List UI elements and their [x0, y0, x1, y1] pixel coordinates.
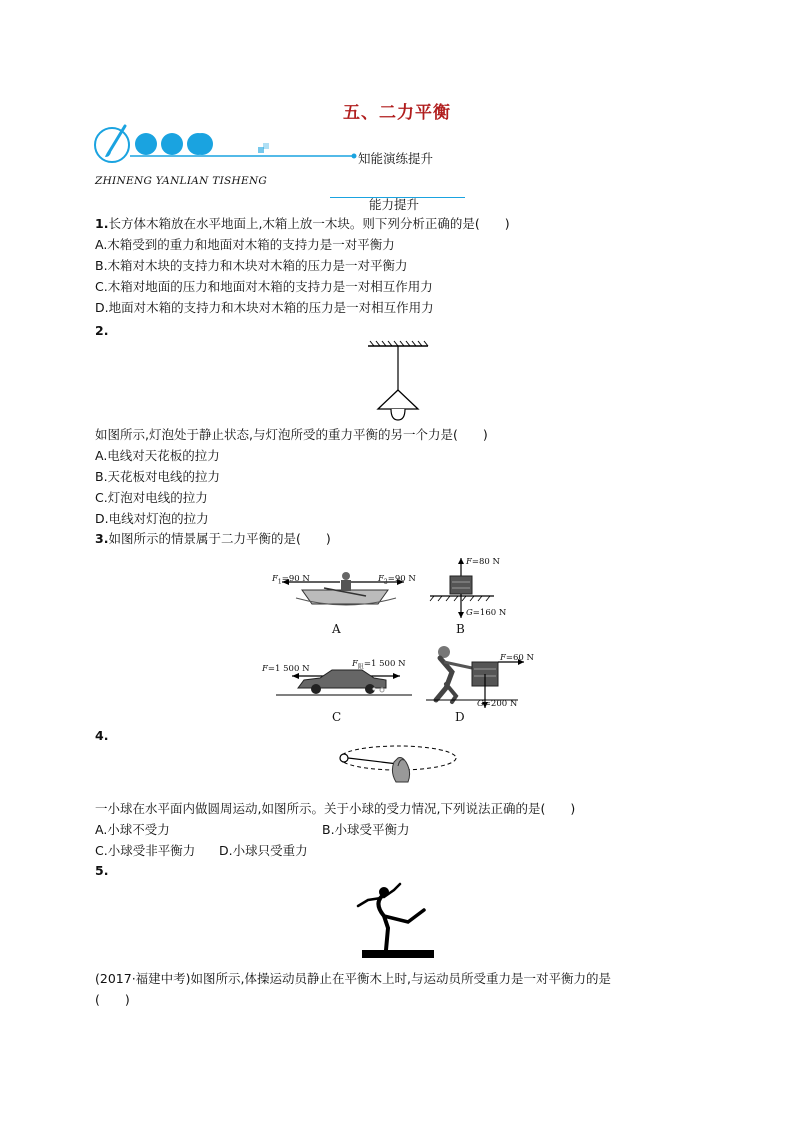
force-label: $F_阻=1$ 500 N [352, 659, 406, 671]
lamp-figure [366, 340, 430, 428]
figure-label-d: D [455, 710, 465, 724]
question-stem: 如图所示,灯泡处于静止状态,与灯泡所受的重力平衡的另一个力是( ) [95, 427, 488, 442]
option-a: A.电线对天花板的拉力 [95, 448, 220, 463]
figure-label-a: A [332, 622, 341, 636]
option-c: C.小球受非平衡力 [95, 843, 196, 858]
question-stem: 长方体木箱放在水平地面上,木箱上放一木块。则下列分析正确的是( ) [108, 216, 510, 231]
section-banner [92, 120, 372, 168]
option-b: B.小球受平衡力 [322, 822, 410, 837]
question-number: 3. [95, 531, 109, 546]
figure-label-b: B [456, 622, 465, 636]
option-b: B.木箱对木块的支持力和木块对木箱的压力是一对平衡力 [95, 258, 408, 273]
question-stem: (2017·福建中考)如图所示,体操运动员静止在平衡木上时,与运动员所受重力是一对平衡力的是 [95, 971, 611, 986]
force-label: G=200 N [477, 699, 518, 709]
question-number: 2. [95, 323, 109, 338]
option-c: C.木箱对地面的压力和地面对木箱的支持力是一对相互作用力 [95, 279, 433, 294]
option-b: B.天花板对电线的拉力 [95, 469, 221, 484]
force-label: F=80 N [466, 557, 500, 567]
subsection-title: 能力提升 [369, 197, 420, 212]
circular-motion-figure [336, 742, 462, 792]
force-label: F=1 500 N [262, 664, 310, 674]
section-label: 知能演练提升 [358, 151, 434, 166]
force-label: $F_2=90$ N [378, 574, 416, 586]
question-1 [95, 217, 510, 231]
answer-blank: ( ) [95, 992, 130, 1007]
force-label: G=160 N [466, 608, 507, 618]
option-d: D.地面对木箱的支持力和木块对木箱的压力是一对相互作用力 [95, 300, 434, 315]
option-c: C.灯泡对电线的拉力 [95, 490, 208, 505]
option-a: A.木箱受到的重力和地面对木箱的支持力是一对平衡力 [95, 237, 395, 252]
decor-dot [161, 133, 183, 155]
question-number: 5. [95, 863, 109, 878]
question-stem: 如图所示的情景属于二力平衡的是( ) [108, 531, 331, 546]
option-a: A.小球不受力 [95, 822, 170, 837]
page-title: 五、二力平衡 [343, 103, 451, 123]
question-number: 4. [95, 728, 109, 743]
question-number: 1. [95, 216, 109, 231]
section-pinyin: ZHINENG YANLIAN TISHENG [95, 175, 268, 187]
gymnast-figure [354, 880, 440, 962]
question-3 [95, 532, 331, 546]
option-d: D.小球只受重力 [219, 843, 308, 858]
option-d: D.电线对灯泡的拉力 [95, 511, 209, 526]
force-label: $F_1=90$ N [272, 574, 310, 586]
figure-label-c: C [332, 710, 342, 724]
decor-dot [135, 133, 157, 155]
question-stem: 一小球在水平面内做圆周运动,如图所示。关于小球的受力情况,下列说法正确的是( ) [95, 801, 576, 816]
force-label: F=60 N [500, 653, 534, 663]
